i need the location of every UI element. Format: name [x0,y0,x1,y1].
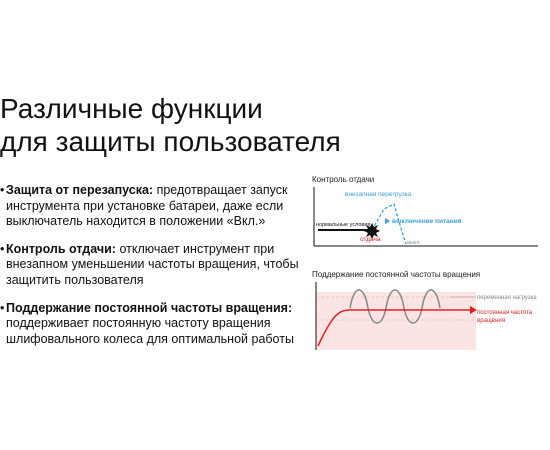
page-title [0,92,341,158]
feature-text: предотвращает запуск инструмента при установке батареи, даже если выключатель находится в положении «Вкл.» [6,183,288,229]
kickback-diagram-svg [310,175,545,255]
constant-speed-label-1: постоянная частота [477,310,533,316]
bullet: • [0,300,5,315]
feature-text: отключает инструмент при внезапном уменьшении частоты вращения, чтобы защитить пользователя [6,241,299,287]
feature-heading: Контроль отдачи: [6,241,116,256]
power-off-arrow-icon [385,218,390,224]
kickback-diagram [310,175,545,255]
bullet: • [0,183,5,197]
title-line-1: Различные функции [0,93,263,124]
sudden-overload-label: внезапная перегрузка [345,191,412,198]
feature-heading: Поддержание постоянной частоты вращения: [6,300,293,315]
constant-speed-label-2: вращения [477,318,505,324]
feature-constant-speed [0,301,310,348]
kickback-label: отдача [360,236,381,243]
power-off-label: выключение питания [392,218,462,225]
off-label: выкл. [407,240,422,246]
variable-load-label: переменная нагрузка [477,295,537,301]
normal-conditions-label: нормальные условия [316,222,371,228]
feature-restart-protection [0,183,310,230]
pink-band [316,292,476,350]
constant-speed-diagram-svg [310,270,545,355]
feature-kickback-control [0,242,310,289]
bullet: • [0,241,5,256]
feature-text: поддерживает постоянную частоту вращения шлифовального колеса для оптимальной работы [6,316,294,346]
feature-heading: Защита от перезапуска: [6,183,154,197]
title-line-2: для защиты пользователя [0,126,341,157]
feature-list [0,183,310,359]
constant-speed-diagram [310,270,545,355]
constant-speed-diagram-title: Поддержание постоянной частоты вращения [312,270,481,279]
kickback-diagram-title: Контроль отдачи [312,175,375,184]
